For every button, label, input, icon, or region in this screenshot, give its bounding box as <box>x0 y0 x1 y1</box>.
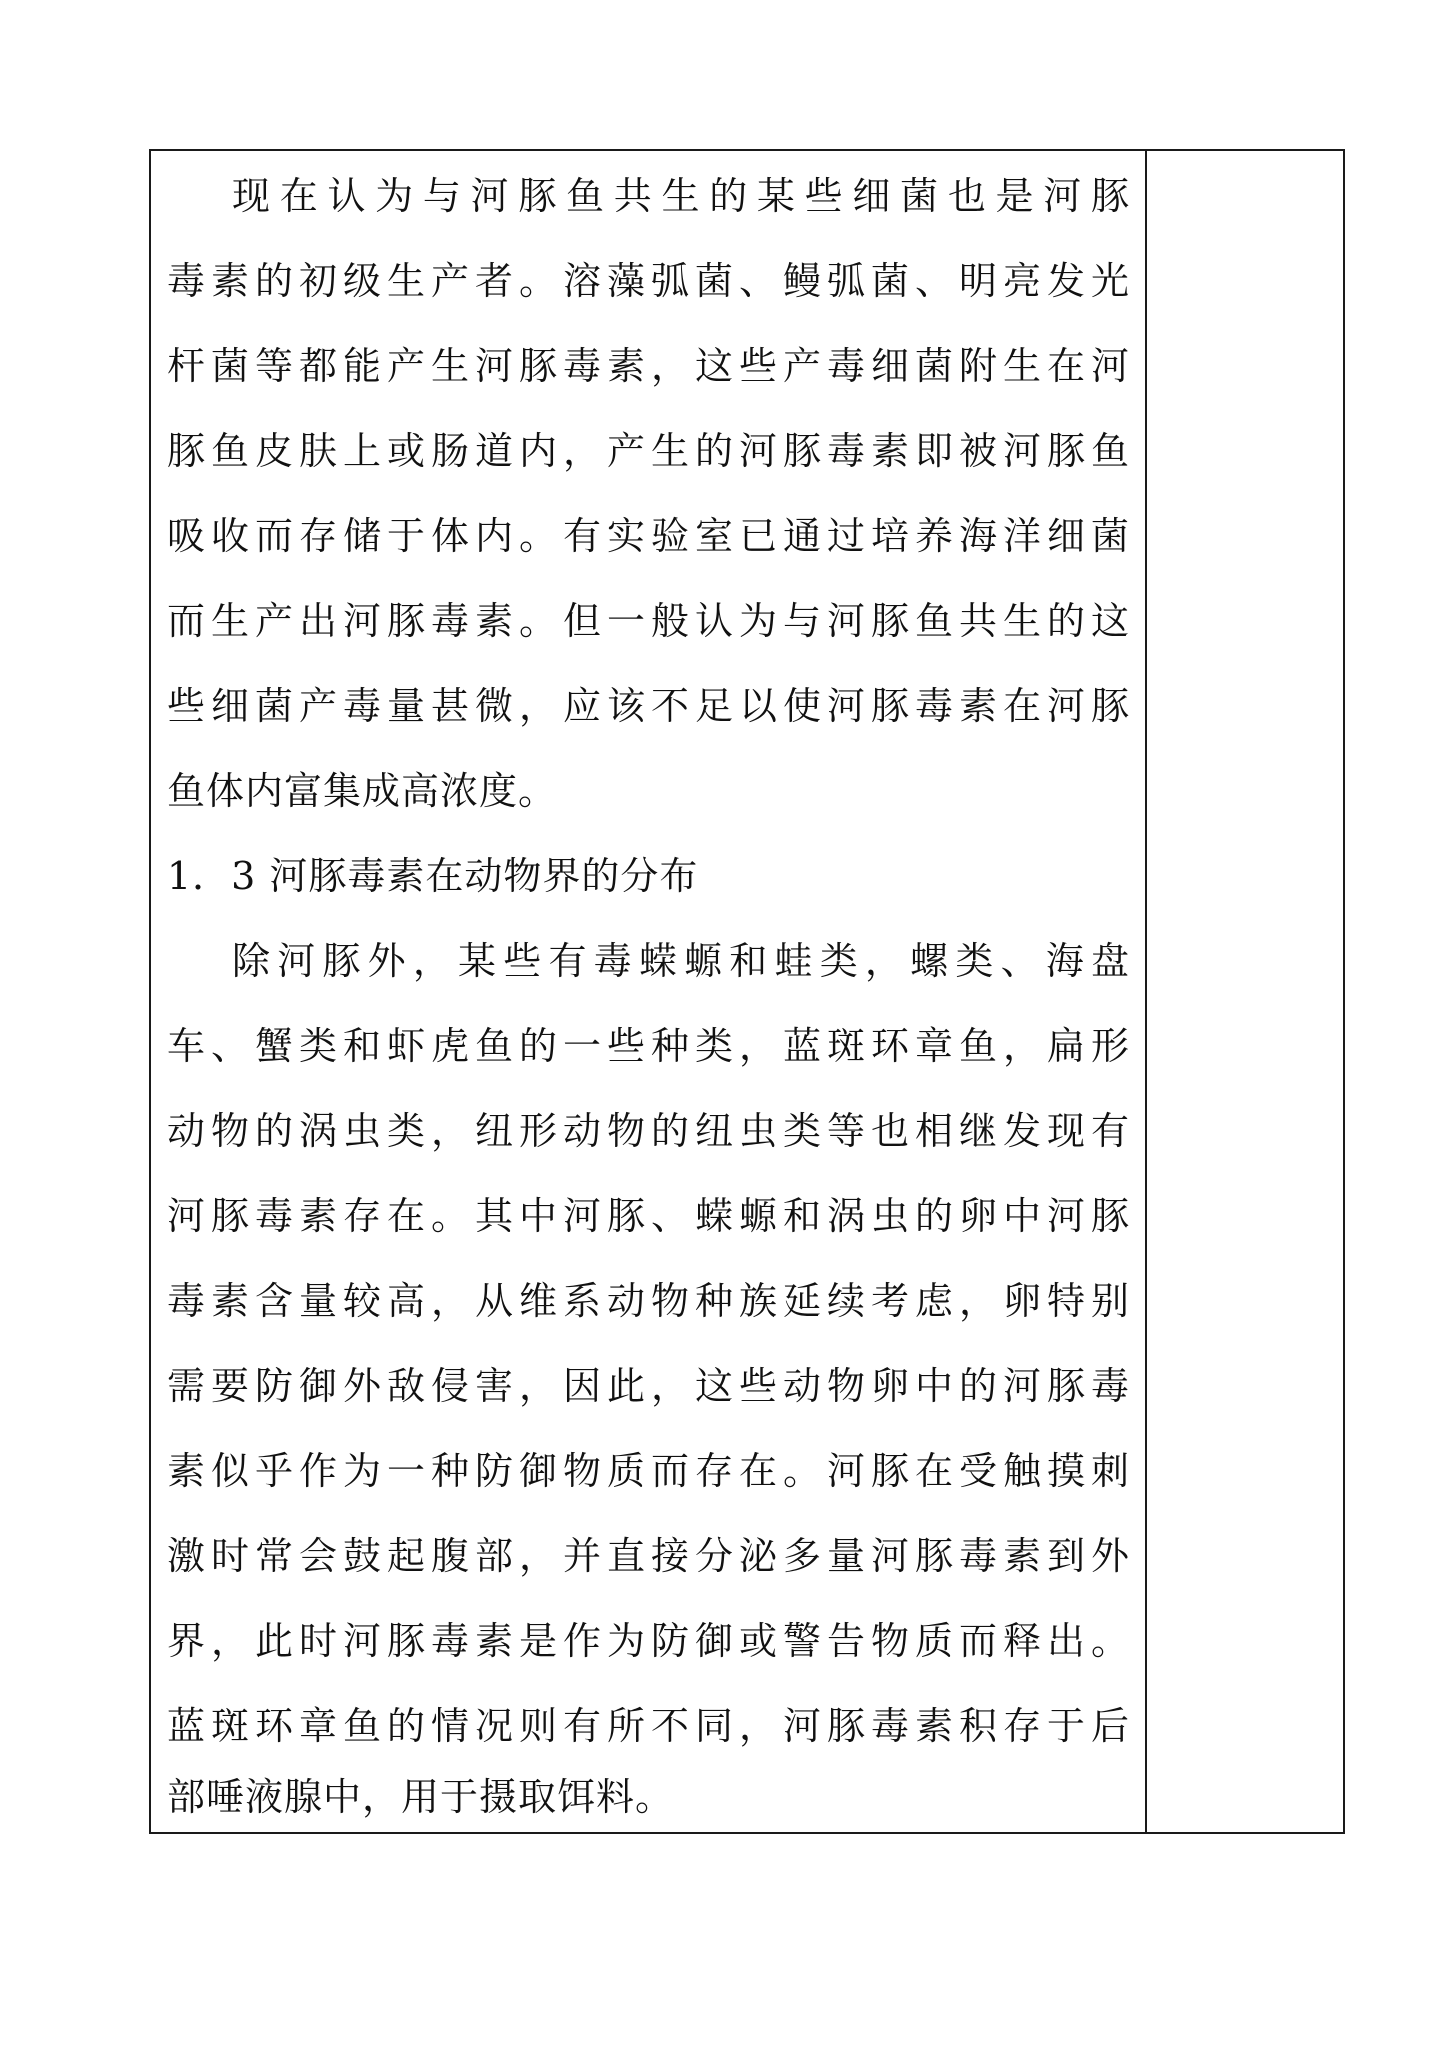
paragraph-1-line-1: 现在认为与河豚鱼共生的某些细菌也是河豚 <box>232 174 1130 218</box>
paragraph-2-line-8: 激时常会鼓起腹部，并直接分泌多量河豚毒素到外 <box>167 1534 1130 1578</box>
empty-side-cell <box>1147 151 1343 1832</box>
paragraph-1-line-3: 杆菌等都能产生河豚毒素，这些产毒细菌附生在河 <box>167 344 1130 388</box>
paragraph-2-line-9: 界，此时河豚毒素是作为防御或警告物质而释出。 <box>167 1619 1130 1663</box>
main-text-cell <box>151 151 1145 1832</box>
paragraph-1-line-2: 毒素的初级生产者。溶藻弧菌、鳗弧菌、明亮发光 <box>167 259 1130 303</box>
paragraph-2-line-10: 蓝斑环章鱼的情况则有所不同，河豚毒素积存于后 <box>167 1704 1130 1748</box>
paragraph-2-line-5: 毒素含量较高，从维系动物种族延续考虑，卵特别 <box>167 1279 1130 1323</box>
paragraph-2-line-1: 除河豚外，某些有毒蝾螈和蛙类，螺类、海盘 <box>232 939 1130 983</box>
content-table <box>149 149 1345 1834</box>
paragraph-2-line-11: 部唾液腺中，用于摄取饵料。 <box>167 1775 675 1819</box>
paragraph-2-line-7: 素似乎作为一种防御物质而存在。河豚在受触摸刺 <box>167 1449 1130 1493</box>
paragraph-2-line-4: 河豚毒素存在。其中河豚、蝾螈和涡虫的卵中河豚 <box>167 1194 1130 1238</box>
paragraph-1-line-4: 豚鱼皮肤上或肠道内，产生的河豚毒素即被河豚鱼 <box>167 429 1130 473</box>
paragraph-1-line-8: 鱼体内富集成高浓度。 <box>167 769 558 813</box>
section-heading: 1．3 河豚毒素在动物界的分布 <box>167 854 699 898</box>
paragraph-2-line-2: 车、蟹类和虾虎鱼的一些种类，蓝斑环章鱼，扁形 <box>167 1024 1130 1068</box>
paragraph-1-line-7: 些细菌产毒量甚微，应该不足以使河豚毒素在河豚 <box>167 684 1130 728</box>
paragraph-2-line-6: 需要防御外敌侵害，因此，这些动物卵中的河豚毒 <box>167 1364 1130 1408</box>
paragraph-1-line-5: 吸收而存储于体内。有实验室已通过培养海洋细菌 <box>167 514 1130 558</box>
paragraph-2-line-3: 动物的涡虫类，纽形动物的纽虫类等也相继发现有 <box>167 1109 1130 1153</box>
paragraph-1-line-6: 而生产出河豚毒素。但一般认为与河豚鱼共生的这 <box>167 599 1130 643</box>
